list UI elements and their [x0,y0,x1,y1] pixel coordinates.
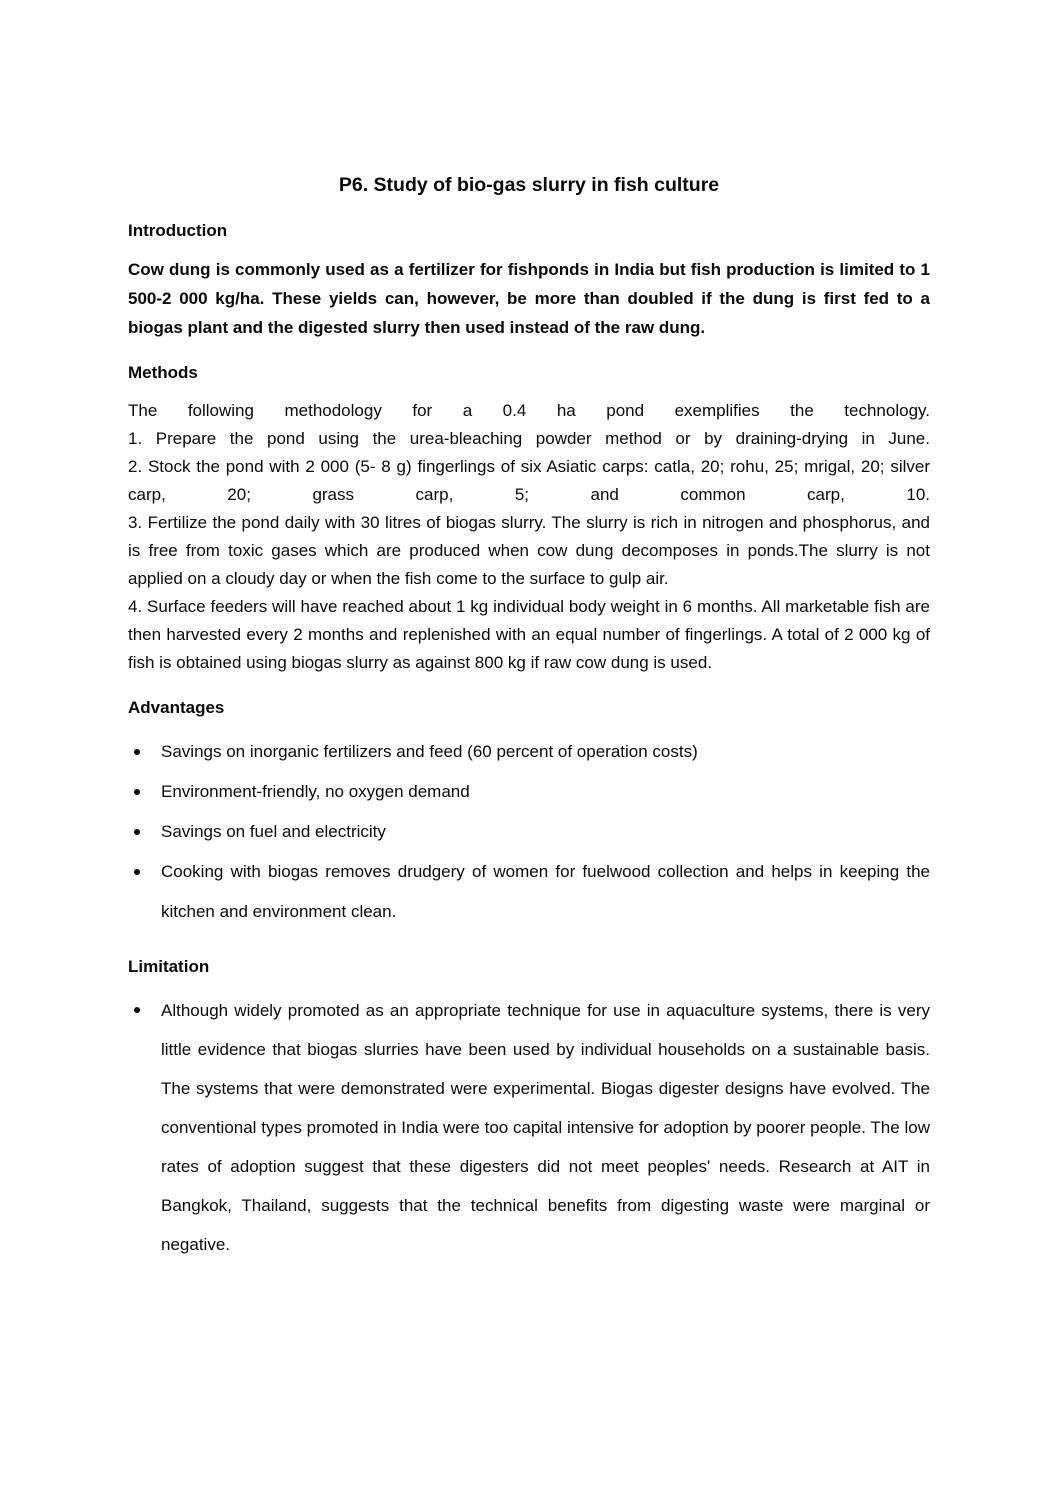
advantages-list [128,732,930,932]
limitation-list-item: Although widely promoted as an appropriate technique for use in aquaculture systems, there is very little evidence that biogas slurries have been used by individual households on a sustainable basis. The systems that were demonstrated were experimental. Biogas digester designs have evolved. The conventional types promoted in India were too capital intensive for adoption by poorer people. The low rates of adoption suggest that these digesters did not meet peoples' needs. Research at AIT in Bangkok, Thailand, suggests that the technical benefits from digesting waste were marginal or negative. [128,991,930,1264]
methods-segment: 2. Stock the pond with 2 000 (5- 8 g) fingerlings of six Asiatic carps: catla, 20; rohu, 25; mrigal, 20; silver carp, 20; grass carp, 5; and common carp, 10. [128,457,930,504]
advantages-list-item: Savings on fuel and electricity [128,812,930,852]
section-heading-advantages: Advantages [128,698,225,717]
document-title: P6. Study of bio-gas slurry in fish culture [338,174,720,196]
advantages-list-item: Cooking with biogas removes drudgery of women for fuelwood collection and helps in keeping the kitchen and environment clean. [128,852,930,932]
advantages-list-item: Environment-friendly, no oxygen demand [128,772,930,812]
methods-segment: 3. Fertilize the pond daily with 30 litres of biogas slurry. The slurry is rich in nitrogen and phosphorus, and is free from toxic gases which are produced when cow dung decomposes in ponds.The slurry is not applied on a cloudy day or when the fish come to the surface to gulp air. [128,513,930,588]
introduction-paragraph: Cow dung is commonly used as a fertilizer for fishponds in India but fish production is limited to 1 500-2 000 kg/ha. These yields can, however, be more than doubled if the dung is first fed to a biogas plant and the digested slurry then used instead of the raw dung. [128,260,930,337]
methods-paragraph [128,397,930,677]
methods-segment: The following methodology for a 0.4 ha pond exemplifies the technology. [128,401,930,420]
methods-segment: 1. Prepare the pond using the urea-bleaching powder method or by draining-drying in June. [128,429,930,448]
methods-segment: 4. Surface feeders will have reached about 1 kg individual body weight in 6 months. All marketable fish are then harvested every 2 months and replenished with an equal number of fingerlings. A total of 2 000 kg of fish is obtained using biogas slurry as against 800 kg if raw cow dung is used. [128,597,930,672]
advantages-list-item: Savings on inorganic fertilizers and feed (60 percent of operation costs) [128,732,930,772]
limitation-list [128,991,930,1264]
section-heading-limitation: Limitation [128,957,210,976]
section-heading-methods: Methods [128,363,198,382]
section-heading-introduction: Introduction [128,221,228,240]
